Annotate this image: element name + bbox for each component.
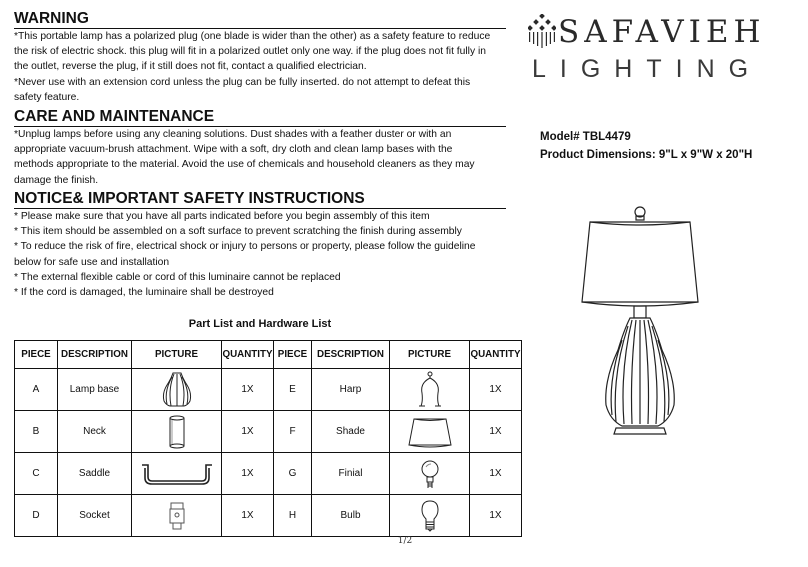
shade-icon	[406, 415, 454, 449]
care-line: *Unplug lamps before using any cleaning solutions. Dust shades with a feather duster or with an	[14, 129, 452, 140]
care-title: CARE AND MAINTENANCE	[14, 108, 506, 127]
notice-line: * To reduce the risk of fire, electrical shock or injury to persons or property, please follow the guideline	[14, 241, 476, 253]
care-line: methods appropriate to the material. Avoid the use of chemicals and household cleaners as they may	[14, 159, 475, 171]
piece-cell: F	[274, 411, 312, 453]
header-picture: PICTURE	[390, 341, 470, 369]
quantity-cell: 1X	[222, 411, 274, 453]
notice-line: * The external flexible cable or cord of this luminaire cannot be replaced	[14, 271, 341, 283]
notice-title: NOTICE& IMPORTANT SAFETY INSTRUCTIONS	[14, 190, 506, 209]
quantity-cell: 1X	[470, 411, 522, 453]
header-piece: PIECE	[274, 341, 312, 369]
picture-cell	[132, 411, 222, 453]
description-cell: Socket	[58, 495, 132, 537]
quantity-cell: 1X	[470, 369, 522, 411]
care-line: appropriate vacuum-brush attachment. Wipe with a soft, dry cloth and clean lamp bases with the	[14, 144, 453, 156]
picture-cell	[132, 453, 222, 495]
picture-cell	[132, 369, 222, 411]
care-section	[14, 108, 506, 188]
picture-cell	[390, 411, 470, 453]
parts-table-title: Part List and Hardware List	[188, 318, 332, 330]
finial-icon	[419, 458, 441, 490]
description-cell: Shade	[312, 411, 390, 453]
saddle-icon	[140, 461, 214, 487]
safavieh-logo	[528, 12, 798, 82]
quantity-cell: 1X	[470, 495, 522, 537]
picture-cell	[390, 453, 470, 495]
header-description: DESCRIPTION	[58, 341, 132, 369]
lamp-illustration	[572, 200, 712, 445]
neck-icon	[166, 414, 188, 450]
notice-section	[14, 190, 506, 300]
warning-line: the outlet, reverse the plug, if it still does not fit, contact a qualified electrician.	[14, 61, 367, 73]
piece-cell: D	[15, 495, 58, 537]
table-row	[15, 411, 522, 453]
quantity-cell: 1X	[222, 369, 274, 411]
notice-line: * If the cord is damaged, the luminaire shall be destroyed	[14, 287, 274, 299]
warning-line: the risk of electric shock. this plug will fit in a polarized outlet only one way. if the plug does not fit fully in	[14, 46, 486, 58]
quantity-cell: 1X	[470, 453, 522, 495]
notice-line: below for safe use and installation	[14, 256, 170, 268]
warning-title: WARNING	[14, 10, 506, 29]
socket-icon	[166, 500, 188, 532]
header-piece: PIECE	[15, 341, 58, 369]
product-info	[540, 128, 752, 164]
logo-brand-text: SAFAVIEH	[558, 14, 766, 50]
product-dimensions: Product Dimensions: 9"L x 9"W x 20"H	[540, 149, 753, 161]
description-cell: Neck	[58, 411, 132, 453]
table-row	[15, 369, 522, 411]
logo-sub-text: LIGHTING	[532, 55, 763, 83]
piece-cell: E	[274, 369, 312, 411]
piece-cell: C	[15, 453, 58, 495]
header-quantity: QUANTITY	[222, 341, 274, 369]
lamp-base-icon	[160, 371, 194, 409]
picture-cell	[132, 495, 222, 537]
table-header-row	[15, 341, 522, 369]
warning-line: *This portable lamp has a polarized plug (one blade is wider than the other) as a safety feature to reduce	[14, 31, 491, 42]
table-row	[15, 453, 522, 495]
warning-line: safety feature.	[14, 91, 80, 103]
quantity-cell: 1X	[222, 495, 274, 537]
notice-line: * This item should be assembled on a soft surface to prevent scratching the finish during assembly	[14, 226, 462, 238]
picture-cell	[390, 495, 470, 537]
piece-cell: G	[274, 453, 312, 495]
harp-icon	[415, 371, 445, 409]
picture-cell	[390, 369, 470, 411]
header-picture: PICTURE	[132, 341, 222, 369]
model-number: Model# TBL4479	[540, 131, 631, 143]
description-cell: Finial	[312, 453, 390, 495]
logo-mark-icon	[528, 14, 556, 48]
warning-section	[14, 10, 506, 105]
notice-line: * Please make sure that you have all parts indicated before you begin assembly of this item	[14, 211, 430, 222]
description-cell: Lamp base	[58, 369, 132, 411]
page-number: 1/2	[397, 536, 413, 546]
warning-line: *Never use with an extension cord unless the plug can be fully inserted. do not attempt to defeat this	[14, 76, 471, 88]
description-cell: Bulb	[312, 495, 390, 537]
piece-cell: H	[274, 495, 312, 537]
header-description: DESCRIPTION	[312, 341, 390, 369]
care-line: damage the finish.	[14, 174, 99, 186]
quantity-cell: 1X	[222, 453, 274, 495]
description-cell: Harp	[312, 369, 390, 411]
piece-cell: A	[15, 369, 58, 411]
bulb-icon	[419, 499, 441, 533]
header-quantity: QUANTITY	[470, 341, 522, 369]
parts-table	[14, 340, 522, 537]
description-cell: Saddle	[58, 453, 132, 495]
piece-cell: B	[15, 411, 58, 453]
table-row	[15, 495, 522, 537]
